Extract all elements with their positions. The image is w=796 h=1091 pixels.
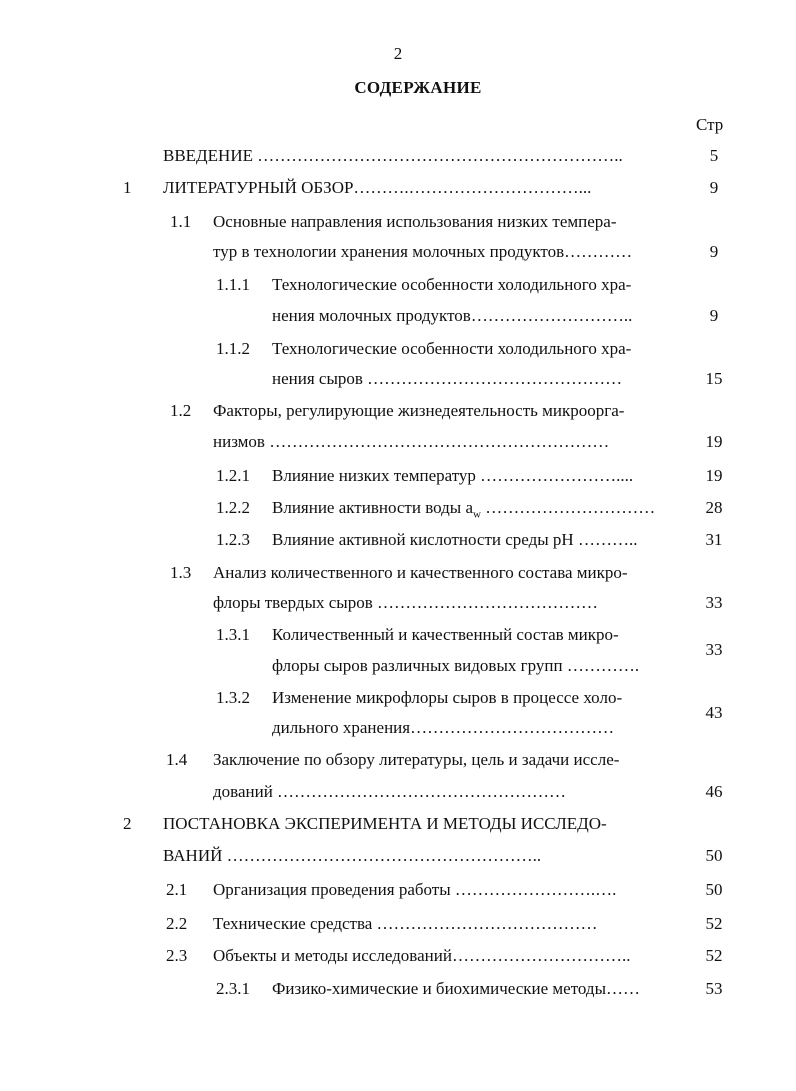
toc-entry-number: 1.3.2 bbox=[216, 688, 250, 707]
toc-entry-text: Технологические особенности холодильного хра- bbox=[272, 339, 632, 358]
toc-entry-page: 52 bbox=[705, 914, 723, 933]
toc-entry-page: 9 bbox=[709, 306, 719, 325]
toc-entry-text bbox=[272, 498, 655, 524]
toc-entry-number: 2 bbox=[123, 814, 132, 833]
toc-entry-number: 1.2 bbox=[170, 401, 192, 420]
toc-entry-number: 1.1.2 bbox=[216, 339, 250, 358]
toc-entry-page: 43 bbox=[705, 703, 723, 722]
toc-entry-page: 28 bbox=[705, 498, 723, 517]
toc-entry-number: 1.1 bbox=[170, 212, 192, 231]
toc-entry-text: Влияние низких температур …………………….... bbox=[272, 466, 634, 485]
toc-entry-text: ПОСТАНОВКА ЭКСПЕРИМЕНТА И МЕТОДЫ ИССЛЕДО- bbox=[163, 814, 607, 833]
toc-entry-text: низмов …………………………………………………… bbox=[213, 432, 610, 451]
toc-entry-page: 15 bbox=[705, 369, 723, 388]
toc-entry-text: флоры сыров различных видовых групп …………. bbox=[272, 656, 640, 675]
page-column-header: Стр bbox=[696, 115, 724, 134]
toc-entry-text: Факторы, регулирующие жизнедеятельность микроорга- bbox=[213, 401, 625, 420]
toc-entry-text: ЛИТЕРАТУРНЫЙ ОБЗОР……….…………………………... bbox=[163, 178, 592, 197]
toc-entry-number: 1.4 bbox=[166, 750, 188, 769]
toc-entry-number: 2.1 bbox=[166, 880, 188, 899]
toc-entry-number: 1.1.1 bbox=[216, 275, 250, 294]
toc-entry-number: 2.2 bbox=[166, 914, 188, 933]
toc-entry-text: нения молочных продуктов……………………….. bbox=[272, 306, 633, 325]
toc-entry-number: 1.3 bbox=[170, 563, 192, 582]
toc-entry-text: Изменение микрофлоры сыров в процессе холо- bbox=[272, 688, 623, 707]
toc-entry-page: 19 bbox=[705, 466, 723, 485]
toc-entry-page: 9 bbox=[709, 242, 719, 261]
toc-entry-page: 50 bbox=[705, 880, 723, 899]
toc-entry-number: 1.2.2 bbox=[216, 498, 250, 517]
toc-entry-leader: ………………………… bbox=[480, 498, 656, 517]
page-title: СОДЕРЖАНИЕ bbox=[354, 78, 482, 97]
toc-entry-text: Организация проведения работы …………………….…. bbox=[213, 880, 617, 899]
toc-entry-page: 52 bbox=[705, 946, 723, 965]
toc-entry-text-part: Влияние активности воды a bbox=[272, 498, 473, 517]
toc-entry-page: 33 bbox=[705, 640, 723, 659]
toc-entry-text: ВВЕДЕНИЕ ……………………………………………………….. bbox=[163, 146, 623, 165]
toc-entry-number: 1 bbox=[123, 178, 132, 197]
toc-entry-page: 46 bbox=[705, 782, 723, 801]
toc-entry-text: Технические средства ………………………………… bbox=[213, 914, 598, 933]
toc-entry-text: дований …………………………………………… bbox=[213, 782, 567, 801]
toc-entry-page: 53 bbox=[705, 979, 723, 998]
toc-entry-text: Заключение по обзору литературы, цель и задачи иссле- bbox=[213, 750, 620, 769]
toc-entry-page: 5 bbox=[709, 146, 719, 165]
toc-entry-page: 19 bbox=[705, 432, 723, 451]
toc-entry-text: нения сыров ……………………………………… bbox=[272, 369, 623, 388]
toc-entry-number: 2.3 bbox=[166, 946, 188, 965]
toc-entry-number: 2.3.1 bbox=[216, 979, 250, 998]
toc-entry-text: Количественный и качественный состав микро- bbox=[272, 625, 619, 644]
toc-entry-subscript: w bbox=[473, 508, 481, 521]
toc-entry-page: 50 bbox=[705, 846, 723, 865]
toc-entry-text: Влияние активной кислотности среды pH ……….. bbox=[272, 530, 638, 549]
toc-entry-text: тур в технологии хранения молочных продуктов………… bbox=[213, 242, 633, 261]
toc-entry-page: 9 bbox=[709, 178, 719, 197]
toc-entry-text: Объекты и методы исследований………………………….. bbox=[213, 946, 631, 965]
toc-entry-text: дильного хранения……………………………… bbox=[272, 718, 615, 737]
toc-entry-text: ВАНИЙ ……………………………………………….. bbox=[163, 846, 542, 865]
toc-entry-number: 1.2.1 bbox=[216, 466, 250, 485]
toc-entry-number: 1.2.3 bbox=[216, 530, 250, 549]
toc-entry-text: флоры твердых сыров ………………………………… bbox=[213, 593, 598, 612]
toc-entry-number: 1.3.1 bbox=[216, 625, 250, 644]
toc-entry-text: Технологические особенности холодильного хра- bbox=[272, 275, 632, 294]
toc-entry-page: 33 bbox=[705, 593, 723, 612]
toc-entry-text: Анализ количественного и качественного состава микро- bbox=[213, 563, 628, 582]
toc-entry-text: Основные направления использования низких темпера- bbox=[213, 212, 617, 231]
toc-entry-page: 31 bbox=[705, 530, 723, 549]
toc-entry-text: Физико-химические и биохимические методы…… bbox=[272, 979, 640, 998]
page-number: 2 bbox=[393, 44, 403, 63]
